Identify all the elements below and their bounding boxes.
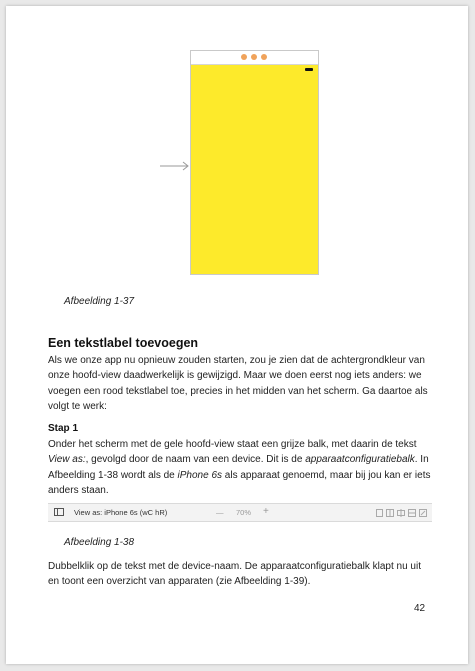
section-heading: Een tekstlabel toevoegen bbox=[48, 336, 199, 350]
figure-caption-1-38: Afbeelding 1-38 bbox=[64, 537, 135, 548]
panel-toggle-icon[interactable] bbox=[54, 508, 64, 516]
entry-point-arrow-icon bbox=[160, 161, 190, 171]
device-configuration-bar bbox=[48, 503, 432, 522]
view-controller-icon[interactable] bbox=[241, 54, 247, 60]
battery-icon bbox=[305, 68, 313, 71]
figure-caption-1-37: Afbeelding 1-37 bbox=[64, 296, 135, 307]
zoom-level: 70% bbox=[236, 508, 252, 517]
zoom-out-button[interactable]: — bbox=[216, 508, 224, 517]
layout-tools-icons[interactable] bbox=[376, 509, 430, 517]
main-view-yellow[interactable] bbox=[191, 65, 318, 274]
document-page bbox=[6, 6, 468, 664]
page-number: 42 bbox=[414, 603, 426, 614]
paragraph-step-1: Onder het scherm met de gele hoofd-view staat een grijze balk, met daarin de tekst View as:, gevolgd door de naam van een device. Dit is de apparaatconfiguratiebalk. In Afbeelding 1-38 wordt als de iPhone 6s als apparaat genoemd, maar bij jou kan er iets anders staan. bbox=[48, 439, 431, 497]
scene-dock bbox=[191, 51, 318, 65]
view-as-device-label[interactable]: View as: iPhone 6s (wC hR) bbox=[74, 508, 168, 517]
zoom-in-button[interactable]: + bbox=[263, 506, 269, 517]
paragraph-intro: Als we onze app nu opnieuw zouden starten, zou je zien dat de achtergrondkleur van onze hoofd-view daadwerkelijk is gewijzigd. Maar we doen eerst nog iets anders: we voegen een rood tekstlabel toe, precies in het midden van het scherm. Ga daartoe als volgt te werk: bbox=[48, 355, 428, 413]
paragraph-closing: Dubbelklik op de tekst met de device-naam. De apparaatconfiguratiebalk klapt nu uit en toont een overzicht van apparaten (zie Afbeelding 1-39). bbox=[48, 561, 421, 588]
exit-icon[interactable] bbox=[261, 54, 267, 60]
first-responder-icon[interactable] bbox=[251, 54, 257, 60]
storyboard-scene[interactable] bbox=[190, 50, 319, 275]
step-title: Stap 1 bbox=[48, 423, 79, 434]
